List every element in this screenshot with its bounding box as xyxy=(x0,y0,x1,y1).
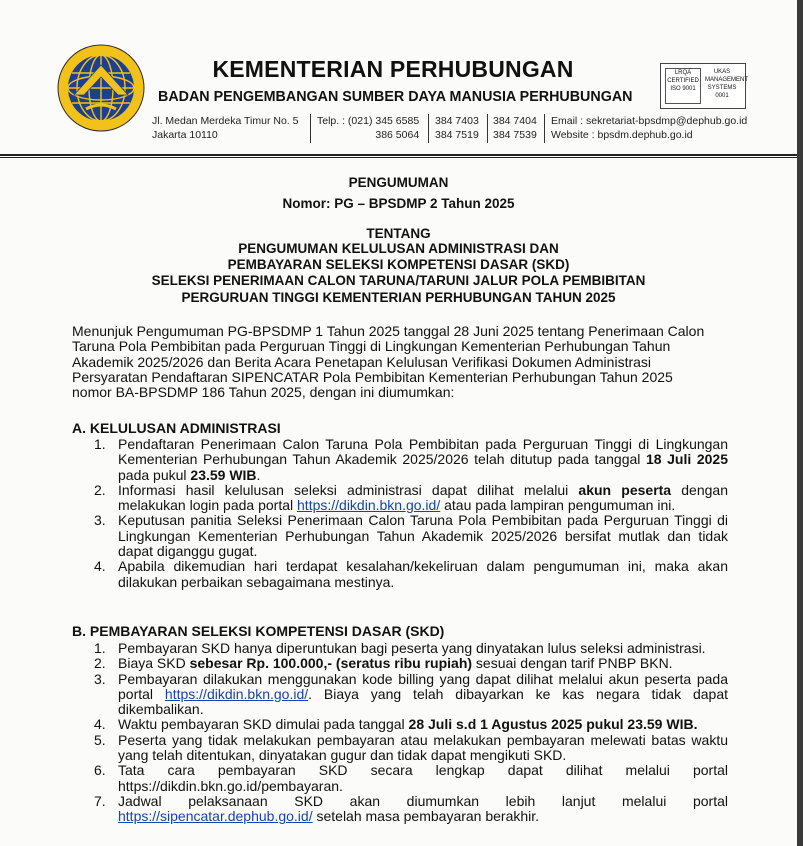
ministry-name: KEMENTERIAN PERHUBUNGAN xyxy=(212,56,574,82)
phones-col-1: 384 7403 384 7519 xyxy=(435,115,479,141)
phones-col-2: 384 7404 384 7539 xyxy=(493,115,537,141)
title-line: PENGUMUMAN KELULUSAN ADMINISTRASI DAN xyxy=(238,241,559,256)
phone-main: Telp. : (021) 345 6585 386 5064 xyxy=(317,115,420,141)
title-line: PERGURUAN TINGGI KEMENTERIAN PERHUBUNGAN TAHUN 2025 xyxy=(181,290,616,305)
announcement-about: TENTANG xyxy=(366,226,431,241)
list-item: 6. Tata cara pembayaran SKD secara lengkap dapat dilihat melalui portal https://dikdin.bkn.go.id/pembayaran. xyxy=(94,762,728,794)
intro-paragraph: Menunjuk Pengumuman PG-BPSDMP 1 Tahun 2025 tanggal 28 Juni 2025 tentang Penerimaan Calon Taruna Pola Pembibitan pada Perguruan Tinggi di Lingkungan Kementerian Perhubungan Tahun Akademik 2025/2026 dan Berita Acara Penetapan Kelulusan Verifikasi Dokumen Administrasi Persyaratan Pendaftaran SIPENCATAR Pola Pembibitan Kementerian Perhubungan Tahun 2025 nomor BA-BPSDMP 186 Tahun 2025, dengan ini diumumkan: xyxy=(72,323,705,401)
announcement-number: Nomor: PG – BPSDMP 2 Tahun 2025 xyxy=(282,196,515,211)
certification-badges xyxy=(660,63,749,109)
dikdin-link[interactable]: https://dikdin.bkn.go.id/ xyxy=(164,685,309,702)
list-item: 1. Pembayaran SKD hanya diperuntukan bagi peserta yang dinyatakan lulus seleksi administrasi. xyxy=(94,640,706,656)
address-block: Jl. Medan Merdeka Timur No. 5 Jakarta 10110 xyxy=(152,115,299,141)
list-item: 3. Keputusan panitia Seleksi Penerimaan Calon Taruna Pola Pembibitan pada Perguruan Tinggi di Lingkungan Kementerian Perhubungan Tahun Akademik 2025/2026 bersifat mutlak dan tidak dapat diganggu gugat. xyxy=(94,512,728,560)
list-item: 5. Peserta yang tidak melakukan pembayaran atau melakukan pembayaran melewati batas waktu yang telah ditentukan, dinyatakan gugur dan tidak dapat mengikuti SKD. xyxy=(94,731,728,764)
list-item: 4. Apabila dikemudian hari terdapat kesalahan/kekeliruan dalam pengumuman ini, maka akan dilakukan perbaikan sebagaimana mestinya. xyxy=(94,558,728,590)
title-line: PEMBAYARAN SELEKSI KOMPETENSI DASAR (SKD) xyxy=(227,257,570,272)
sipencatar-link[interactable]: https://sipencatar.dephub.go.id/ xyxy=(118,808,313,825)
announcement-label: PENGUMUMAN xyxy=(348,175,449,190)
email-website: Email : sekretariat-bpsdmp@dephub.go.id Website : bpsdm.dephub.go.id xyxy=(551,115,748,141)
list-item: 3. Pembayaran dilakukan menggunakan kode billing yang dapat dilihat melalui akun peserta pada portal https://dikdin.bkn.go.id/. Biaya yang telah dibayarkan ke kas negara tidak dapat dikembalikan. xyxy=(94,670,728,718)
list-item: 1. Pendaftaran Penerimaan Calon Taruna Pola Pembibitan pada Perguruan Tinggi di Lingkungan Kementerian Perhubungan Tahun Akademik 2025/2026 telah ditutup pada tanggal 18 Juli 2025 pada pukul 23.59 WIB. xyxy=(94,436,728,483)
list-item: 2. Biaya SKD sebesar Rp. 100.000,- (seratus ribu rupiah) sesuai dengan tarif PNBP BKN. xyxy=(94,655,673,672)
list-item: 2. Informasi hasil kelulusan seleksi administrasi dapat dilihat melalui akun peserta dengan melakukan login pada portal https://dikdin.bkn.go.id/ atau pada lampiran pengumuman ini. xyxy=(94,481,728,514)
dikdin-link[interactable]: https://dikdin.bkn.go.id/ xyxy=(297,497,441,514)
agency-name: BADAN PENGEMBANGAN SUMBER DAYA MANUSIA PERHUBUNGAN xyxy=(158,89,633,105)
list-item: 4. Waktu pembayaran SKD dimulai pada tanggal 28 Juli s.d 1 Agustus 2025 pukul 23.59 WIB. xyxy=(94,716,698,733)
ukas-badge: UKAS MANAGEMENT SYSTEMS 0001 xyxy=(705,69,749,99)
section-b-list xyxy=(88,641,728,825)
section-b-heading: B. PEMBAYARAN SELEKSI KOMPETENSI DASAR (SKD) xyxy=(72,623,445,639)
ministry-logo-icon xyxy=(56,43,146,133)
title-line: SELEKSI PENERIMAAN CALON TARUNA/TARUNI JALUR POLA PEMBIBITAN xyxy=(151,273,646,288)
lrqa-badge: LRQA CERTIFIED ISO 9001 xyxy=(665,68,701,104)
section-a-list xyxy=(88,437,728,590)
section-a-heading: A. KELULUSAN ADMINISTRASI xyxy=(72,420,281,436)
list-item: 7. Jadwal pelaksanaan SKD akan diumumkan lebih lanjut melalui portal https://sipencatar.dephub.go.id/ setelah masa pembayaran berakhir. xyxy=(94,792,728,825)
